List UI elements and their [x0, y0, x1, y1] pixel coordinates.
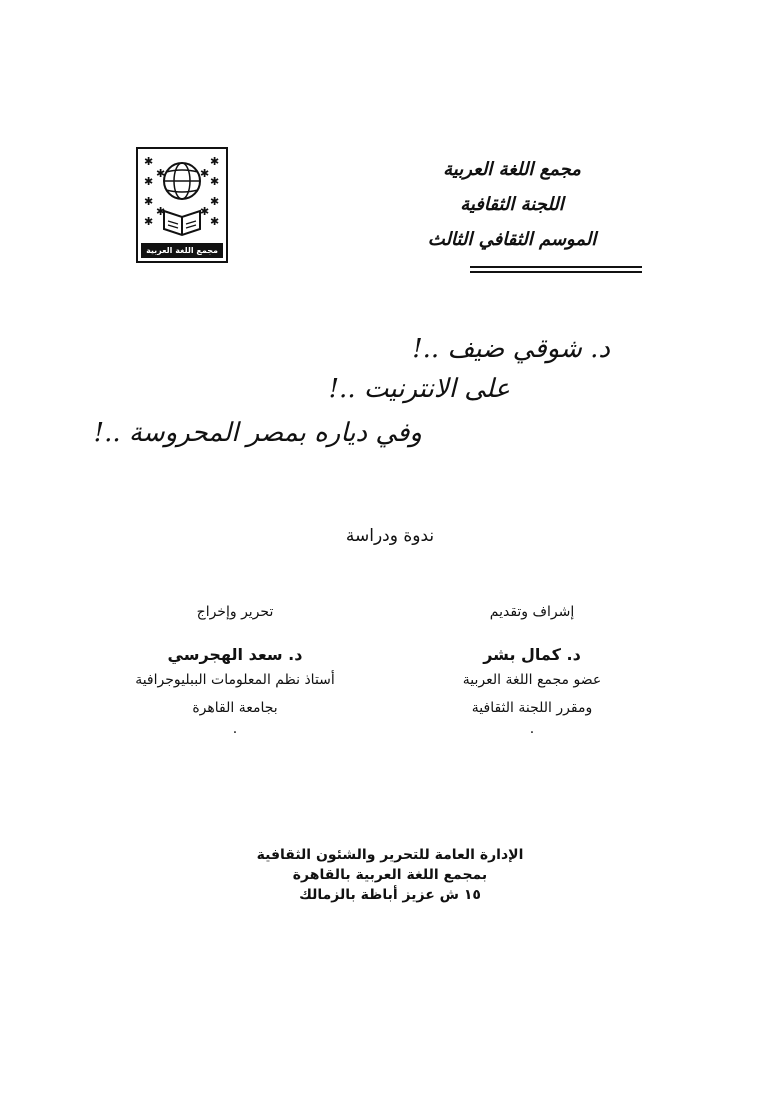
svg-text:✱: ✱ [210, 195, 220, 208]
title-line-3: وفي دياره بمصر المحروسة ..! [93, 418, 422, 448]
globe-book-emblem-icon [138, 149, 226, 243]
supervisor-dot: . [529, 721, 535, 737]
svg-text:✱: ✱ [200, 167, 210, 180]
header-divider-bottom [470, 271, 642, 273]
svg-text:✱: ✱ [156, 167, 166, 180]
org-season: الموسم الثقافي الثالث [427, 229, 597, 250]
svg-text:✱: ✱ [210, 155, 220, 168]
academy-logo [136, 147, 228, 263]
supervisor-role: إشراف وتقديم [489, 604, 575, 620]
svg-text:✱: ✱ [156, 205, 166, 218]
supervisor-title-2: ومقرر اللجنة الثقافية [471, 700, 593, 716]
title-line-1: د. شوقي ضيف ..! [412, 334, 610, 364]
svg-text:✱: ✱ [144, 215, 154, 228]
subtitle: ندوة ودراسة [345, 526, 435, 546]
title-line-2: على الانترنيت ..! [328, 374, 510, 404]
address-line-2: بمجمع اللغة العربية بالقاهرة [292, 867, 488, 883]
logo-caption: مجمع اللغة العربية [141, 243, 223, 258]
svg-text:✱: ✱ [144, 175, 154, 188]
credit-supervisor [432, 602, 632, 736]
svg-text:✱: ✱ [210, 175, 220, 188]
supervisor-title-1: عضو مجمع اللغة العربية [462, 672, 602, 688]
editor-dot: . [232, 721, 238, 737]
organization-header [382, 152, 642, 257]
publisher-address [0, 845, 780, 905]
org-name: مجمع اللغة العربية [443, 159, 581, 180]
svg-text:✱: ✱ [210, 215, 220, 228]
supervisor-name: د. كمال بشر [483, 645, 581, 664]
editor-role: تحرير وإخراج [196, 604, 274, 620]
editor-name: د. سعد الهجرسي [167, 645, 303, 664]
editor-title-1: أستاذ نظم المعلومات الببليوجرافية [135, 672, 335, 688]
editor-title-2: بجامعة القاهرة [192, 700, 278, 716]
svg-text:✱: ✱ [144, 155, 154, 168]
svg-text:✱: ✱ [200, 205, 210, 218]
credit-editor [115, 602, 355, 736]
address-line-3: ١٥ ش عزيز أباظة بالزمالك [299, 887, 481, 903]
org-committee: اللجنة الثقافية [460, 194, 564, 215]
header-divider-top [470, 266, 642, 268]
address-line-1: الإدارة العامة للتحرير والشئون الثقافية [256, 847, 524, 863]
svg-text:✱: ✱ [144, 195, 154, 208]
